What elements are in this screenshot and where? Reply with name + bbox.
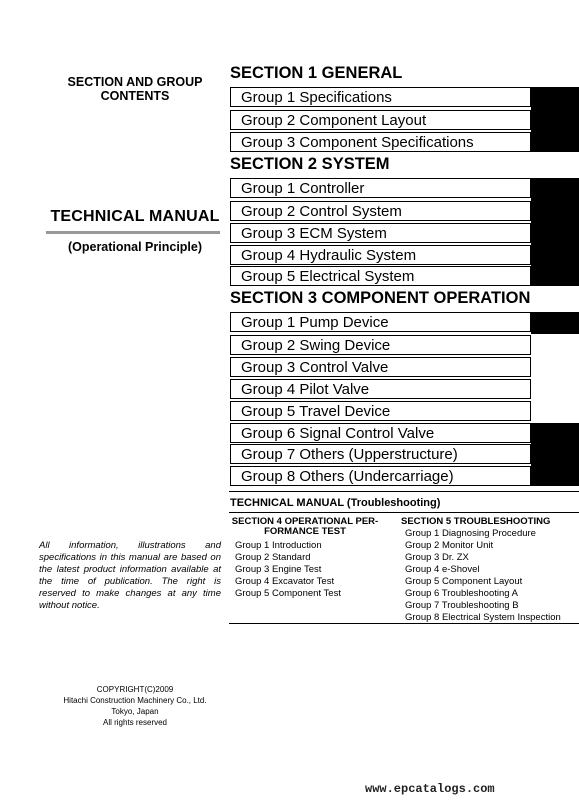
section-2-group-1[interactable]: Group 1 Controller	[230, 178, 531, 198]
copyright-line: COPYRIGHT(C)2009	[96, 685, 174, 694]
section-3-group-4[interactable]: Group 4 Pilot Valve	[230, 379, 531, 399]
section-5-group[interactable]: Group 6 Troubleshooting A	[405, 588, 519, 599]
troubleshooting-bottom-rule	[229, 623, 579, 624]
section-2-title: SECTION 2 SYSTEM	[230, 155, 390, 173]
section-2-index-tab	[531, 178, 579, 286]
section-5-group[interactable]: Group 8 Electrical System Inspection	[405, 612, 561, 623]
section-3-group-7[interactable]: Group 7 Others (Upperstructure)	[230, 444, 531, 464]
section-5-title: SECTION 5 TROUBLESHOOTING	[401, 516, 551, 527]
section-4-group[interactable]: Group 4 Excavator Test	[235, 576, 335, 587]
section-3-index-tab-1	[531, 312, 579, 334]
section-2-group-2[interactable]: Group 2 Control System	[230, 201, 531, 221]
section-4-group[interactable]: Group 5 Component Test	[235, 588, 341, 599]
section-5-group[interactable]: Group 4 e-Shovel	[405, 564, 480, 575]
section-1-group-3[interactable]: Group 3 Component Specifications	[230, 132, 531, 152]
rights-line: All rights reserved	[102, 718, 168, 727]
section-2-group-5[interactable]: Group 5 Electrical System	[230, 266, 531, 286]
section-4-group[interactable]: Group 2 Standard	[235, 552, 311, 563]
section-3-index-tab-2	[531, 423, 579, 486]
section-3-group-8[interactable]: Group 8 Others (Undercarriage)	[230, 466, 531, 486]
location-line: Tokyo, Japan	[111, 707, 159, 716]
section-4-group[interactable]: Group 1 Introduction	[235, 540, 322, 551]
section-3-group-6[interactable]: Group 6 Signal Control Valve	[230, 423, 531, 443]
section-5-group[interactable]: Group 7 Troubleshooting B	[405, 600, 519, 611]
section-1-group-2[interactable]: Group 2 Component Layout	[230, 110, 531, 130]
troubleshooting-title-rule	[229, 512, 579, 513]
title-divider	[46, 231, 220, 234]
section-3-group-5[interactable]: Group 5 Travel Device	[230, 401, 531, 421]
section-2-group-4[interactable]: Group 4 Hydraulic System	[230, 245, 531, 265]
section-1-group-1[interactable]: Group 1 Specifications	[230, 87, 531, 107]
section-5-group-list	[405, 528, 561, 624]
troubleshooting-top-rule	[229, 491, 579, 492]
section-5-group[interactable]: Group 1 Diagnosing Procedure	[405, 528, 536, 539]
section-and-group-contents-heading: SECTION AND GROUP CONTENTS	[67, 75, 203, 103]
section-4-group-list	[235, 540, 341, 600]
section-3-group-1[interactable]: Group 1 Pump Device	[230, 312, 531, 332]
technical-manual-title: TECHNICAL MANUAL	[50, 208, 220, 225]
operational-principle-subtitle: (Operational Principle)	[67, 240, 203, 254]
troubleshooting-manual-title: TECHNICAL MANUAL (Troubleshooting)	[230, 497, 441, 509]
section-5-group[interactable]: Group 3 Dr. ZX	[405, 552, 469, 563]
section-5-group[interactable]: Group 2 Monitor Unit	[405, 540, 494, 551]
website-watermark[interactable]: www.epcatalogs.com	[365, 782, 495, 796]
section-3-group-3[interactable]: Group 3 Control Valve	[230, 357, 531, 377]
company-line: Hitachi Construction Machinery Co., Ltd.	[63, 696, 207, 705]
copyright-block	[40, 684, 230, 728]
section-5-group[interactable]: Group 5 Component Layout	[405, 576, 523, 587]
section-1-title: SECTION 1 GENERAL	[230, 64, 403, 82]
section-3-title: SECTION 3 COMPONENT OPERATION	[230, 289, 531, 307]
section-4-group[interactable]: Group 3 Engine Test	[235, 564, 322, 575]
section-4-title: SECTION 4 OPERATIONAL PER- FORMANCE TEST	[231, 516, 379, 537]
section-2-group-3[interactable]: Group 3 ECM System	[230, 223, 531, 243]
section-1-index-tab	[531, 87, 579, 152]
section-3-group-2[interactable]: Group 2 Swing Device	[230, 335, 531, 355]
disclaimer-notice: All information, illustrations and specifications in this manual are based on the latest product information available at the time of publication. The right is reserved to make changes at any time without notice.	[39, 540, 221, 611]
